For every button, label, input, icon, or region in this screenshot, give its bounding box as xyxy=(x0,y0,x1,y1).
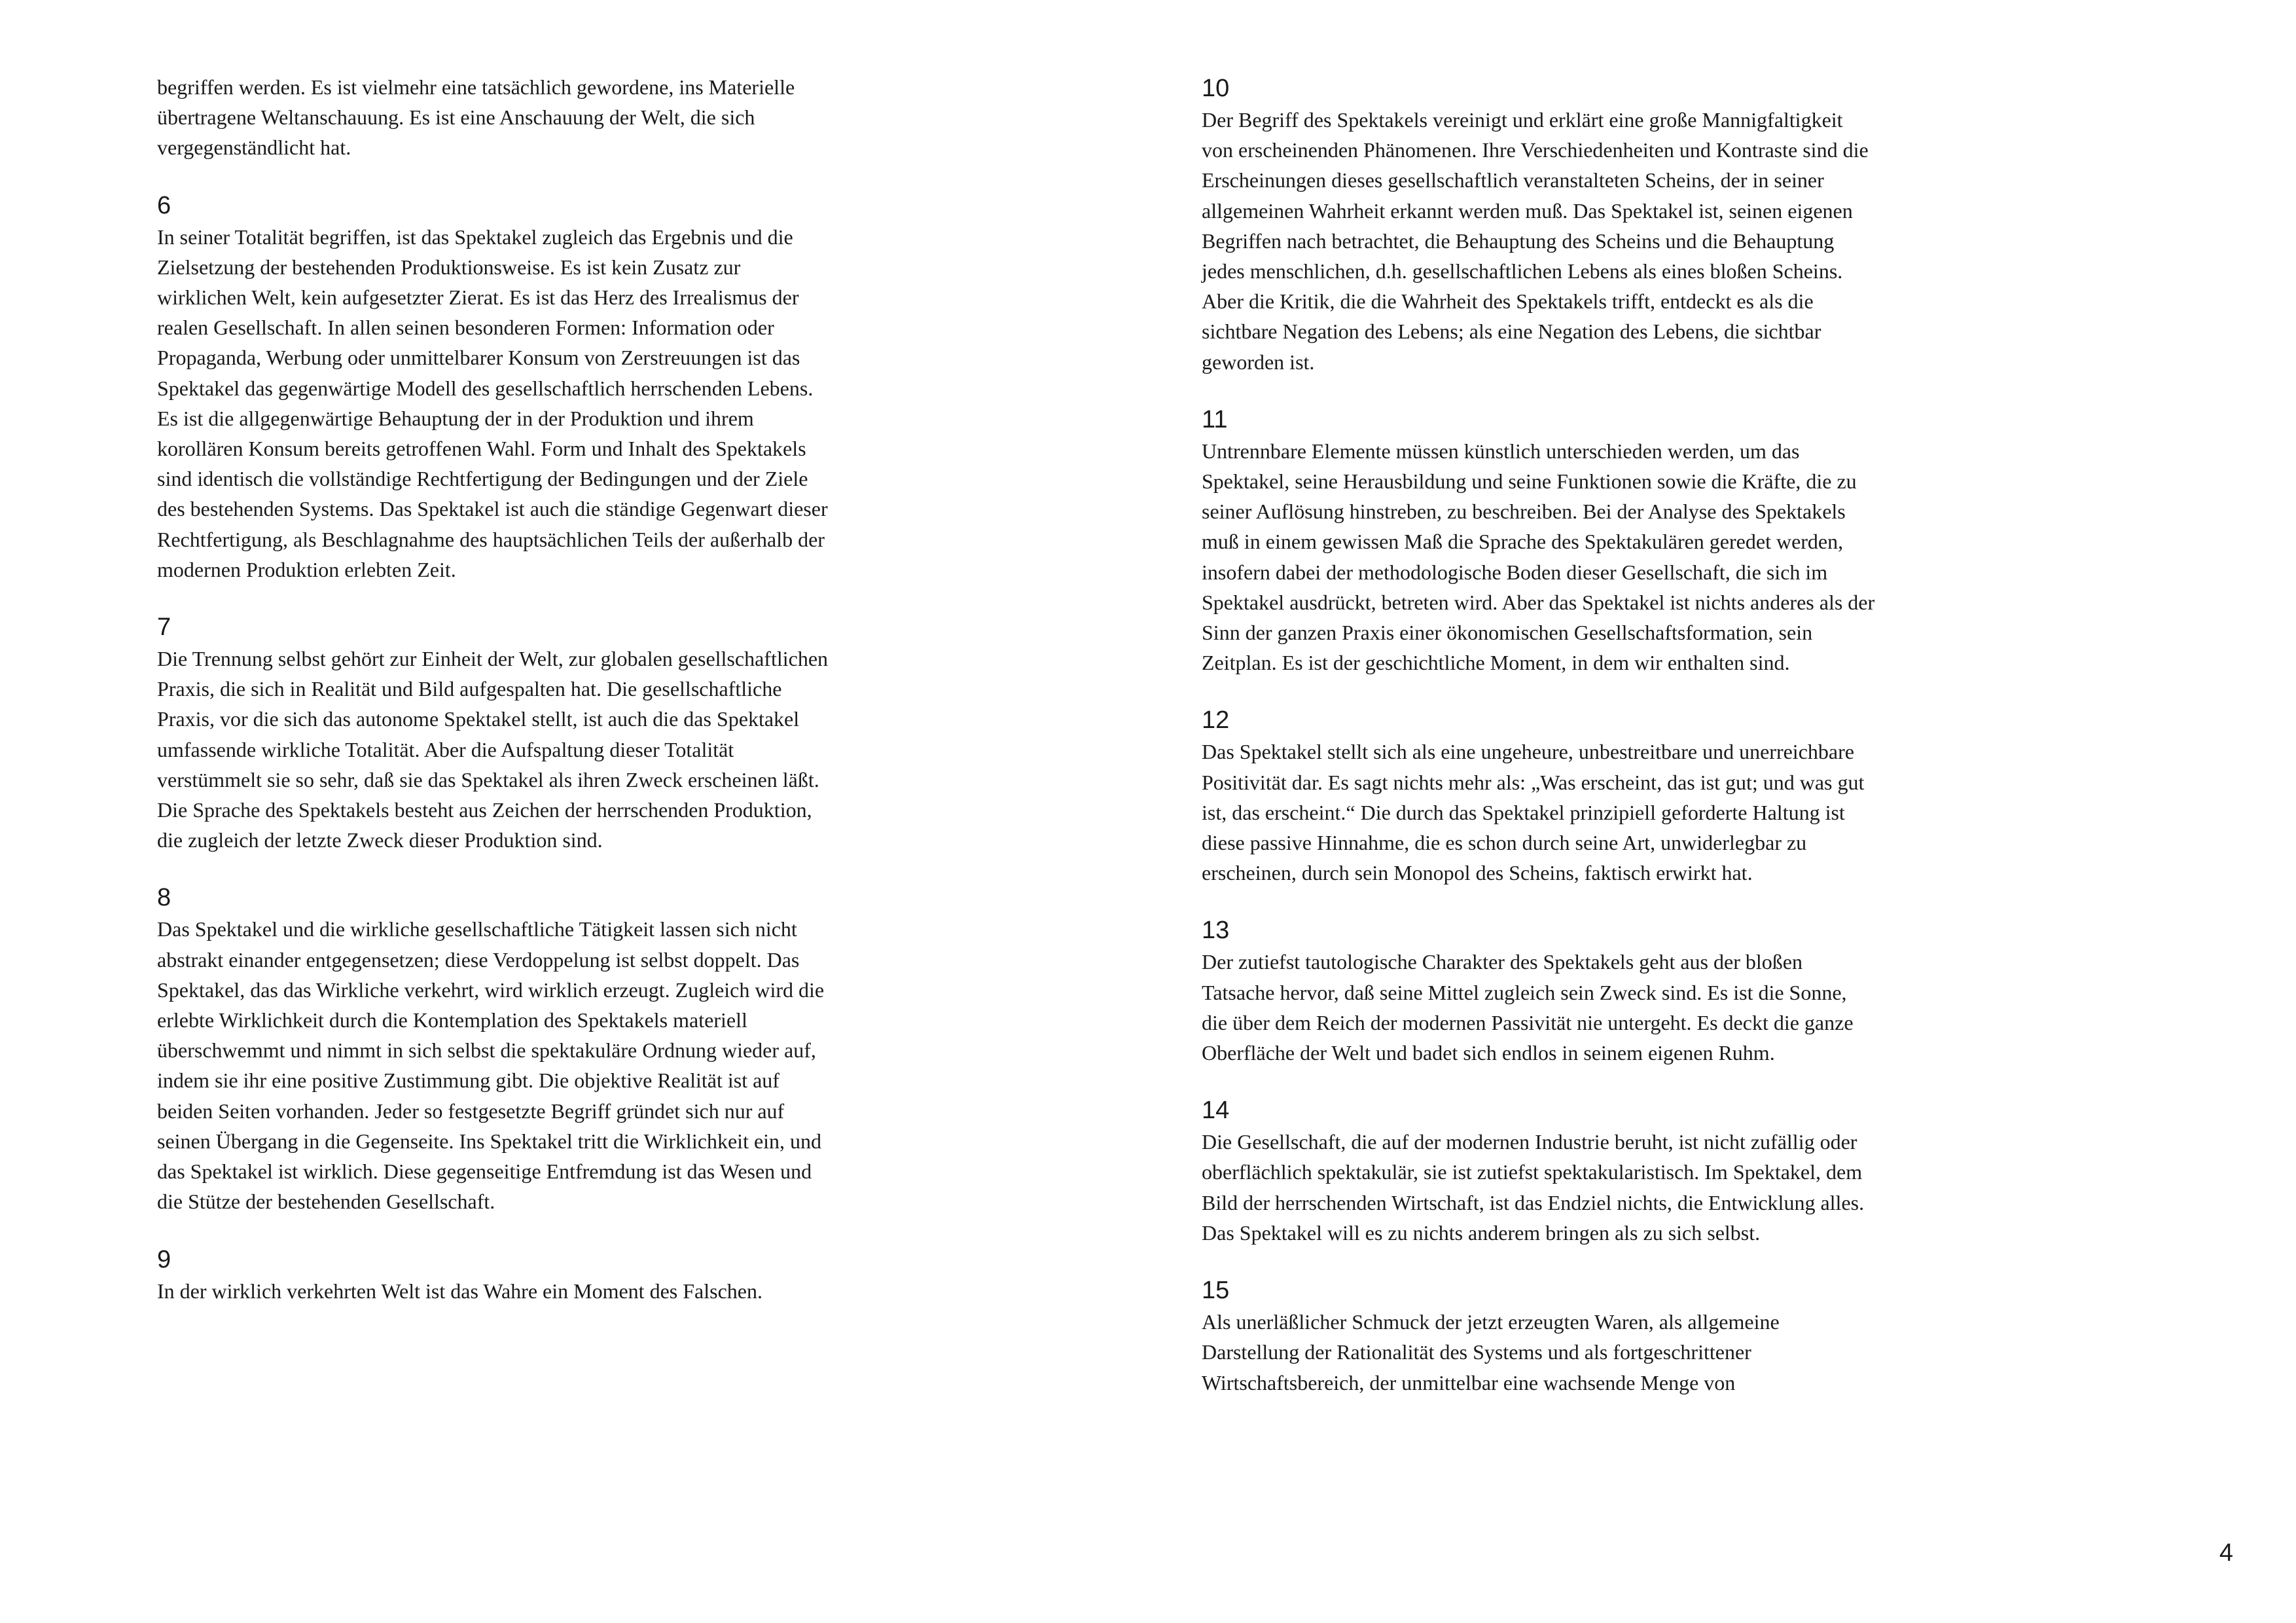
left-column xyxy=(157,72,831,1306)
section-text: Untrennbare Elemente müssen künstlich unterschieden werden, um das Spektakel, seine Herausbildung und seine Funktionen sowie die Kräfte, die zu seiner Auflösung hinstreben, zu beschreiben. Bei der Analyse des Spektakels muß in einem gewissen Maß die Sprache des Spektakulären geredet werden, insofern dabei der methodologische Boden dieser Gesellschaft, die sich im Spektakel ausdrückt, betreten wird. Aber das Spektakel ist nichts anderes als der Sinn der ganzen Praxis einer ökonomischen Gesellschaftsformation, sein Zeitplan. Es ist der geschichtliche Moment, in dem wir enthalten sind. xyxy=(1202,439,1875,675)
section-text: Der zutiefst tautologische Charakter des Spektakels geht aus der bloßen Tatsache hervor, daß seine Mittel zugleich sein Zweck sind. Es ist die Sonne, die über dem Reich der modernen Passivität nie untergeht. Es deckt die ganze Oberfläche der Welt und badet sich endlos in seinem eigenen Ruhm. xyxy=(1202,950,1854,1065)
section-7 xyxy=(157,611,831,855)
section-number: 7 xyxy=(157,613,171,642)
section-text: Die Gesellschaft, die auf der modernen Industrie beruht, ist nicht zufällig oder oberflächlich spektakulär, sie ist zutiefst spektakularistisch. Im Spektakel, dem Bild der herrschenden Wirtschaft, ist das Endziel nichts, die Entwicklung alles. Das Spektakel will es zu nichts anderem bringen als zu sich selbst. xyxy=(1202,1130,1865,1245)
section-text: In seiner Totalität begriffen, ist das Spektakel zugleich das Ergebnis und die Zielsetzung der bestehenden Produktionsweise. Es ist kein Zusatz zur wirklichen Welt, kein aufgesetzter Zierat. Es ist das Herz des Irrealismus der realen Gesellschaft. In allen seinen besonderen Formen: Information oder Propaganda, Werbung oder unmittelbarer Konsum von Zerstreuungen ist das Spektakel das gegenwärtige Modell des gesellschaftlich herrschenden Lebens. Es ist die allgegenwärtige Behauptung der in der Produktion und ihrem korollären Konsum bereits getroffenen Wahl. Form und Inhalt des Spektakels sind identisch die vollständige Rechtfertigung der Bedingungen und der Ziele des bestehenden Systems. Das Spektakel ist auch die ständige Gegenwart dieser Rechtfertigung, als Beschlagnahme des hauptsächlichen Teils der außerhalb der modernen Produktion erlebten Zeit. xyxy=(157,225,828,581)
section-9 xyxy=(157,1243,831,1306)
section-15 xyxy=(1202,1274,1876,1398)
section-13 xyxy=(1202,914,1876,1068)
section-14 xyxy=(1202,1094,1876,1248)
section-number: 12 xyxy=(1202,706,1230,735)
section-text: Die Trennung selbst gehört zur Einheit der Welt, zur globalen gesellschaftlichen Praxis, die sich in Realität und Bild aufgespalten hat. Die gesellschaftliche Praxis, vor die sich das autonome Spektakel stellt, ist auch die das Spektakel umfassende wirkliche Totalität. Aber die Aufspaltung dieser Totalität verstümmelt sie so sehr, daß sie das Spektakel als ihren Zweck erscheinen läßt. Die Sprache des Spektakels besteht aus Zeichen der herrschenden Produktion, die zugleich der letzte Zweck dieser Produktion sind. xyxy=(157,647,829,852)
section-number: 6 xyxy=(157,191,171,219)
section-text: Der Begriff des Spektakels vereinigt und erklärt eine große Mannigfaltigkeit von erscheinenden Phänomenen. Ihre Verschiedenheiten und Kontraste sind die Erscheinungen dieses gesellschaftlich veranstalteten Scheins, der in seiner allgemeinen Wahrheit erkannt werden muß. Das Spektakel ist, seinen eigenen Begriffen nach betrachtet, die Behauptung des Scheins und die Behauptung jedes menschlichen, d.h. gesellschaftlichen Lebens als eines bloßen Scheins. Aber die Kritik, die die Wahrheit des Spektakels trifft, entdeckt es als die sichtbare Negation des Lebens; als eine Negation des Lebens, die sichtbar geworden ist. xyxy=(1202,108,1869,374)
section-text: Das Spektakel und die wirkliche gesellschaftliche Tätigkeit lassen sich nicht abstrakt einander entgegensetzen; diese Verdoppelung ist selbst doppelt. Das Spektakel, das das Wirkliche verkehrt, wird wirklich erzeugt. Zugleich wird die erlebte Wirklichkeit durch die Kontemplation des Spektakels materiell überschwemmt und nimmt in sich selbst die spektakuläre Ordnung wieder auf, indem sie ihr eine positive Zustimmung gibt. Die objektive Realität ist auf beiden Seiten vorhanden. Jeder so festgesetzte Begriff gründet sich nur auf seinen Übergang in die Gegenseite. Ins Spektakel tritt die Wirklichkeit ein, und das Spektakel ist wirklich. Diese gegenseitige Entfremdung ist das Wesen und die Stütze der bestehenden Gesellschaft. xyxy=(157,917,825,1214)
section-number: 8 xyxy=(157,884,171,912)
section-number: 14 xyxy=(1202,1097,1230,1125)
section-number: 13 xyxy=(1202,917,1230,945)
section-number: 10 xyxy=(1202,75,1230,102)
section-8 xyxy=(157,881,831,1216)
section-6 xyxy=(157,189,831,585)
section-10 xyxy=(1202,72,1876,377)
section-number: 11 xyxy=(1202,405,1228,433)
section-12 xyxy=(1202,704,1876,888)
section-text: Als unerläßlicher Schmuck der jetzt erzeugten Waren, als allgemeine Darstellung der Rationalität des Systems und als fortgeschrittener Wirtschaftsbereich, der unmittelbar eine wachsende Menge von xyxy=(1202,1310,1780,1395)
right-column xyxy=(1202,72,1876,1398)
section-text: Das Spektakel stellt sich als eine ungeheure, unbestreitbare und unerreichbare Positivität dar. Es sagt nichts mehr als: „Was erscheint, das ist gut; und was gut ist, das erscheint.“ Die durch das Spektakel prinzipiell geforderte Haltung ist diese passive Hinnahme, die es schon durch seine Art, unwiderlegbar zu erscheinen, durch sein Monopol des Scheins, faktisch erwirkt hat. xyxy=(1202,740,1865,885)
section-number: 9 xyxy=(157,1245,171,1273)
section-11 xyxy=(1202,403,1876,678)
page-number: 4 xyxy=(2219,1539,2233,1567)
lead-paragraph: begriffen werden. Es ist vielmehr eine tatsächlich gewordene, ins Materielle übertragene Weltanschauung. Es ist eine Anschauung der Welt, die sich vergegenständlicht hat. xyxy=(157,75,795,160)
section-number: 15 xyxy=(1202,1277,1230,1305)
section-text: In der wirklich verkehrten Welt ist das Wahre ein Moment des Falschen. xyxy=(157,1279,762,1303)
